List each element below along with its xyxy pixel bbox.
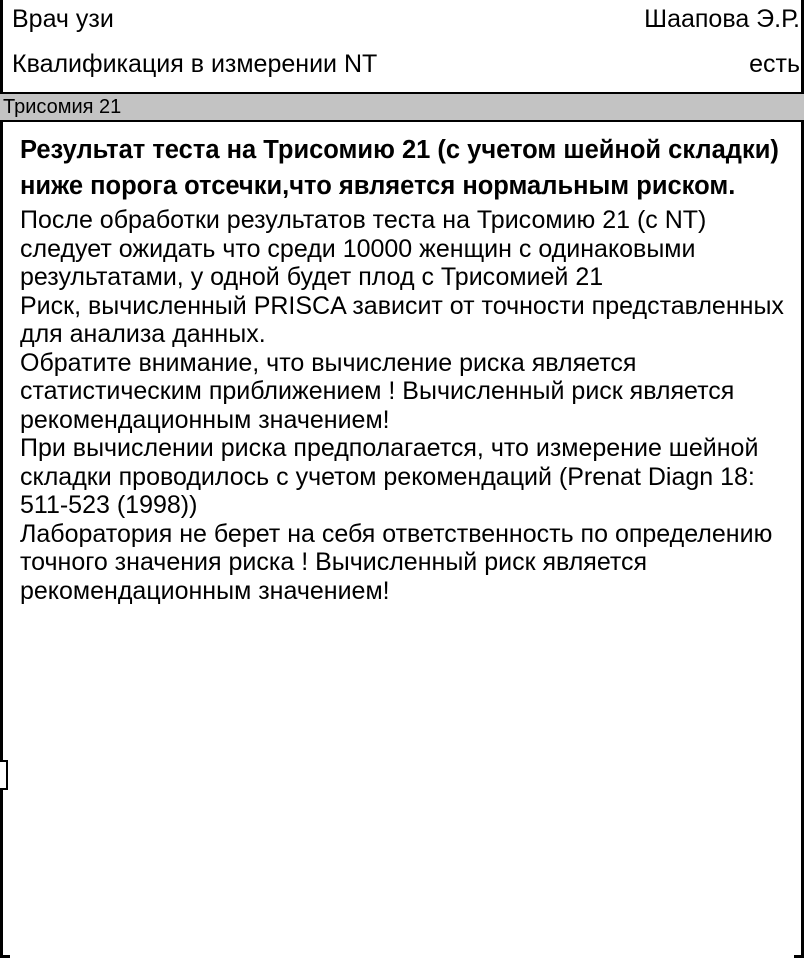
left-border: [0, 0, 3, 958]
report-paragraph-accuracy: Риск, вычисленный PRISCA зависит от точности представленных для анализа данных.: [20, 291, 784, 348]
section-title: Трисомия 21: [3, 96, 122, 118]
report-paragraph-nt-guidelines: При вычислении риска предполагается, что измерение шейной складки проводилось с учетом рекомендаций (Prenat Diagn 18: 511-523 (1998)): [20, 434, 759, 519]
report-paragraph-approximation: Обратите внимание, что вычисление риска является статистическим приближением ! Вычисленный риск является рекомендационным значением!: [20, 348, 735, 434]
doctor-row: [12, 4, 800, 34]
left-bottom-tick: [0, 955, 10, 958]
qualification-row: [12, 49, 800, 79]
report-paragraph-expectation: После обработки результатов теста на Трисомию 21 (с NT) следует ожидать что среди 10000 женщин с одинаковыми результатами, у одной будет плод с Трисомией 21: [20, 206, 707, 291]
qualification-label: Квалификация в измерении NT: [12, 50, 378, 78]
left-border-marker: [0, 760, 8, 790]
report-paragraph-disclaimer: Лаборатория не берет на себя ответственность по определению точного значения риска ! Вычисленный риск является рекомендационным значением!: [20, 519, 773, 605]
doctor-name: Шаапова Э.Р.: [644, 5, 800, 33]
result-headline: Результат теста на Трисомию 21 (с учетом шейной складки) ниже порога отсечки,что является нормальным риском.: [20, 136, 779, 200]
right-bottom-tick: [794, 955, 804, 958]
section-header-trisomy-21: [0, 92, 804, 122]
doctor-label: Врач узи: [12, 5, 114, 33]
report-content: [20, 132, 794, 605]
qualification-value: есть: [749, 50, 800, 78]
